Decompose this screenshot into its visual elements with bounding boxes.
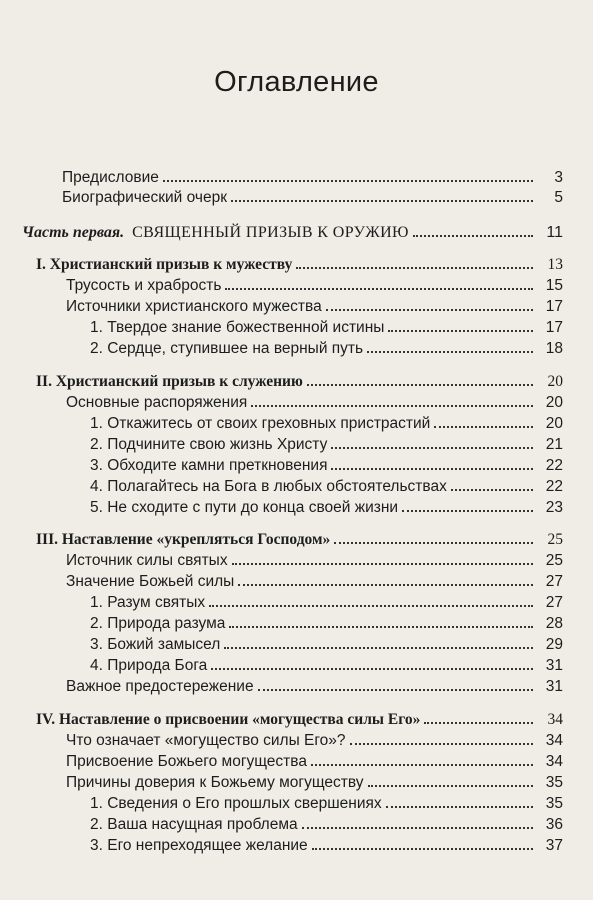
- toc-chapter-1[interactable]: [36, 255, 563, 275]
- entry-page: 23: [545, 499, 563, 516]
- leader-dots: [231, 188, 533, 202]
- entry-text: Присвоение Божьего могущества: [66, 753, 307, 770]
- page-title: Оглавление: [214, 66, 379, 98]
- entry-text: 5. Не сходите с пути до конца своей жизни: [90, 499, 399, 516]
- entry-text: Причины доверия к Божьему могуществу: [66, 774, 364, 791]
- toc-entry[interactable]: [90, 815, 563, 835]
- toc-entry[interactable]: [66, 276, 563, 296]
- entry-text: Источники христианского мужества: [66, 298, 322, 315]
- entry-text: 3. Божий замысел: [90, 636, 221, 653]
- toc-entry[interactable]: [66, 677, 563, 697]
- entry-text: 2. Природа разума: [90, 615, 226, 632]
- entry-page: 28: [545, 615, 563, 632]
- entry-page: 34: [547, 711, 563, 728]
- entry-text: Что означает «могущество силы Его»?: [66, 732, 346, 749]
- leader-dots: [311, 752, 533, 766]
- leader-dots: [229, 614, 533, 628]
- chapter-title: III. Наставление «укрепляться Господом»: [36, 531, 331, 548]
- entry-page: 22: [545, 457, 563, 474]
- toc-entry[interactable]: [90, 836, 563, 856]
- entry-text: Предисловие: [62, 169, 159, 186]
- leader-dots: [434, 414, 533, 428]
- toc-entry[interactable]: [90, 614, 563, 634]
- leader-dots: [312, 836, 533, 850]
- toc-chapter-4[interactable]: [36, 710, 563, 730]
- entry-text: 4. Природа Бога: [90, 657, 208, 674]
- leader-dots: [307, 372, 533, 386]
- entry-text: 1. Откажитесь от своих греховных пристрастий: [90, 415, 431, 432]
- entry-text: 1. Разум святых: [90, 594, 206, 611]
- leader-dots: [334, 530, 533, 544]
- toc-entry[interactable]: [90, 635, 563, 655]
- chapter-title: IV. Наставление о присвоении «могущества силы Его»: [36, 711, 421, 728]
- entry-text: 1. Сведения о Его прошлых свершениях: [90, 795, 382, 812]
- entry-text: 2. Подчините свою жизнь Христу: [90, 436, 328, 453]
- toc-entry[interactable]: [66, 551, 563, 571]
- entry-page: 34: [545, 753, 563, 770]
- toc-entry[interactable]: [90, 435, 563, 455]
- leader-dots: [402, 498, 533, 512]
- entry-page: 25: [545, 552, 563, 569]
- part-name: СВЯЩЕННЫЙ ПРИЗЫВ К ОРУЖИЮ: [132, 224, 409, 241]
- toc-entry-preface[interactable]: [62, 168, 563, 188]
- leader-dots: [331, 435, 533, 449]
- leader-dots: [388, 318, 533, 332]
- leader-dots: [296, 255, 533, 269]
- toc-entry[interactable]: [90, 794, 563, 814]
- entry-page: 27: [545, 594, 563, 611]
- toc-entry[interactable]: [66, 297, 563, 317]
- entry-page: 35: [545, 774, 563, 791]
- toc-entry-bio[interactable]: [62, 188, 563, 208]
- leader-dots: [224, 635, 533, 649]
- entry-page: 22: [545, 478, 563, 495]
- entry-page: 13: [547, 256, 563, 273]
- entry-page: 25: [547, 531, 563, 548]
- entry-page: 31: [545, 678, 563, 695]
- toc-entry[interactable]: [66, 773, 563, 793]
- entry-page: 5: [554, 189, 563, 206]
- leader-dots: [209, 593, 533, 607]
- entry-page: 31: [545, 657, 563, 674]
- entry-page: 37: [545, 837, 563, 854]
- toc-entry[interactable]: [90, 414, 563, 434]
- toc-entry[interactable]: [66, 393, 563, 413]
- entry-page: 34: [545, 732, 563, 749]
- toc-entry[interactable]: [66, 731, 563, 751]
- leader-dots: [424, 710, 533, 724]
- toc-entry[interactable]: [90, 456, 563, 476]
- toc-entry[interactable]: [66, 752, 563, 772]
- leader-dots: [331, 456, 533, 470]
- entry-text: Трусость и храбрость: [66, 277, 222, 294]
- entry-text: 3. Его непреходящее желание: [90, 837, 308, 854]
- leader-dots: [232, 551, 533, 565]
- toc-entry[interactable]: [90, 498, 563, 518]
- leader-dots: [211, 656, 533, 670]
- entry-text: Источник силы святых: [66, 552, 228, 569]
- toc-entry[interactable]: [90, 318, 563, 338]
- leader-dots: [251, 393, 533, 407]
- entry-text: 4. Полагайтесь на Бога в любых обстоятельствах: [90, 478, 447, 495]
- entry-page: 20: [547, 373, 563, 390]
- leader-dots: [367, 339, 533, 353]
- entry-page: 36: [545, 816, 563, 833]
- leader-dots: [258, 677, 533, 691]
- entry-page: 15: [545, 277, 563, 294]
- leader-dots: [386, 794, 533, 808]
- toc-part-heading[interactable]: [22, 223, 563, 243]
- toc-entry[interactable]: [90, 339, 563, 359]
- leader-dots: [238, 572, 533, 586]
- leader-dots: [163, 168, 533, 182]
- entry-text: Биографический очерк: [62, 189, 227, 206]
- entry-page: 11: [546, 224, 563, 241]
- entry-page: 35: [545, 795, 563, 812]
- leader-dots: [326, 297, 533, 311]
- toc-entry[interactable]: [90, 656, 563, 676]
- toc-entry[interactable]: [90, 593, 563, 613]
- entry-page: 29: [545, 636, 563, 653]
- entry-page: 21: [545, 436, 563, 453]
- entry-page: 20: [545, 415, 563, 432]
- entry-page: 17: [545, 319, 563, 336]
- entry-text: 3. Обходите камни преткновения: [90, 457, 328, 474]
- toc-chapter-3[interactable]: [36, 530, 563, 550]
- leader-dots: [368, 773, 533, 787]
- toc-entry[interactable]: [90, 477, 563, 497]
- entry-page: 18: [545, 340, 563, 357]
- entry-page: 3: [554, 169, 563, 186]
- chapter-title: II. Христианский призыв к служению: [36, 373, 303, 390]
- entry-text: Основные распоряжения: [66, 394, 248, 411]
- entry-page: 20: [545, 394, 563, 411]
- entry-text: 1. Твердое знание божественной истины: [90, 319, 385, 336]
- part-title: [22, 223, 409, 243]
- part-label: Часть первая.: [22, 224, 125, 241]
- leader-dots: [302, 815, 533, 829]
- entry-page: 27: [545, 573, 563, 590]
- chapter-title: I. Христианский призыв к мужеству: [36, 256, 293, 273]
- toc-chapter-2[interactable]: [36, 372, 563, 392]
- leader-dots: [413, 223, 533, 237]
- leader-dots: [350, 731, 533, 745]
- toc-entry[interactable]: [66, 572, 563, 592]
- entry-text: 2. Сердце, ступившее на верный путь: [90, 340, 364, 357]
- entry-text: 2. Ваша насущная проблема: [90, 816, 298, 833]
- leader-dots: [225, 276, 533, 290]
- entry-text: Значение Божьей силы: [66, 573, 235, 590]
- entry-page: 17: [545, 298, 563, 315]
- entry-text: Важное предостережение: [66, 678, 254, 695]
- leader-dots: [451, 477, 533, 491]
